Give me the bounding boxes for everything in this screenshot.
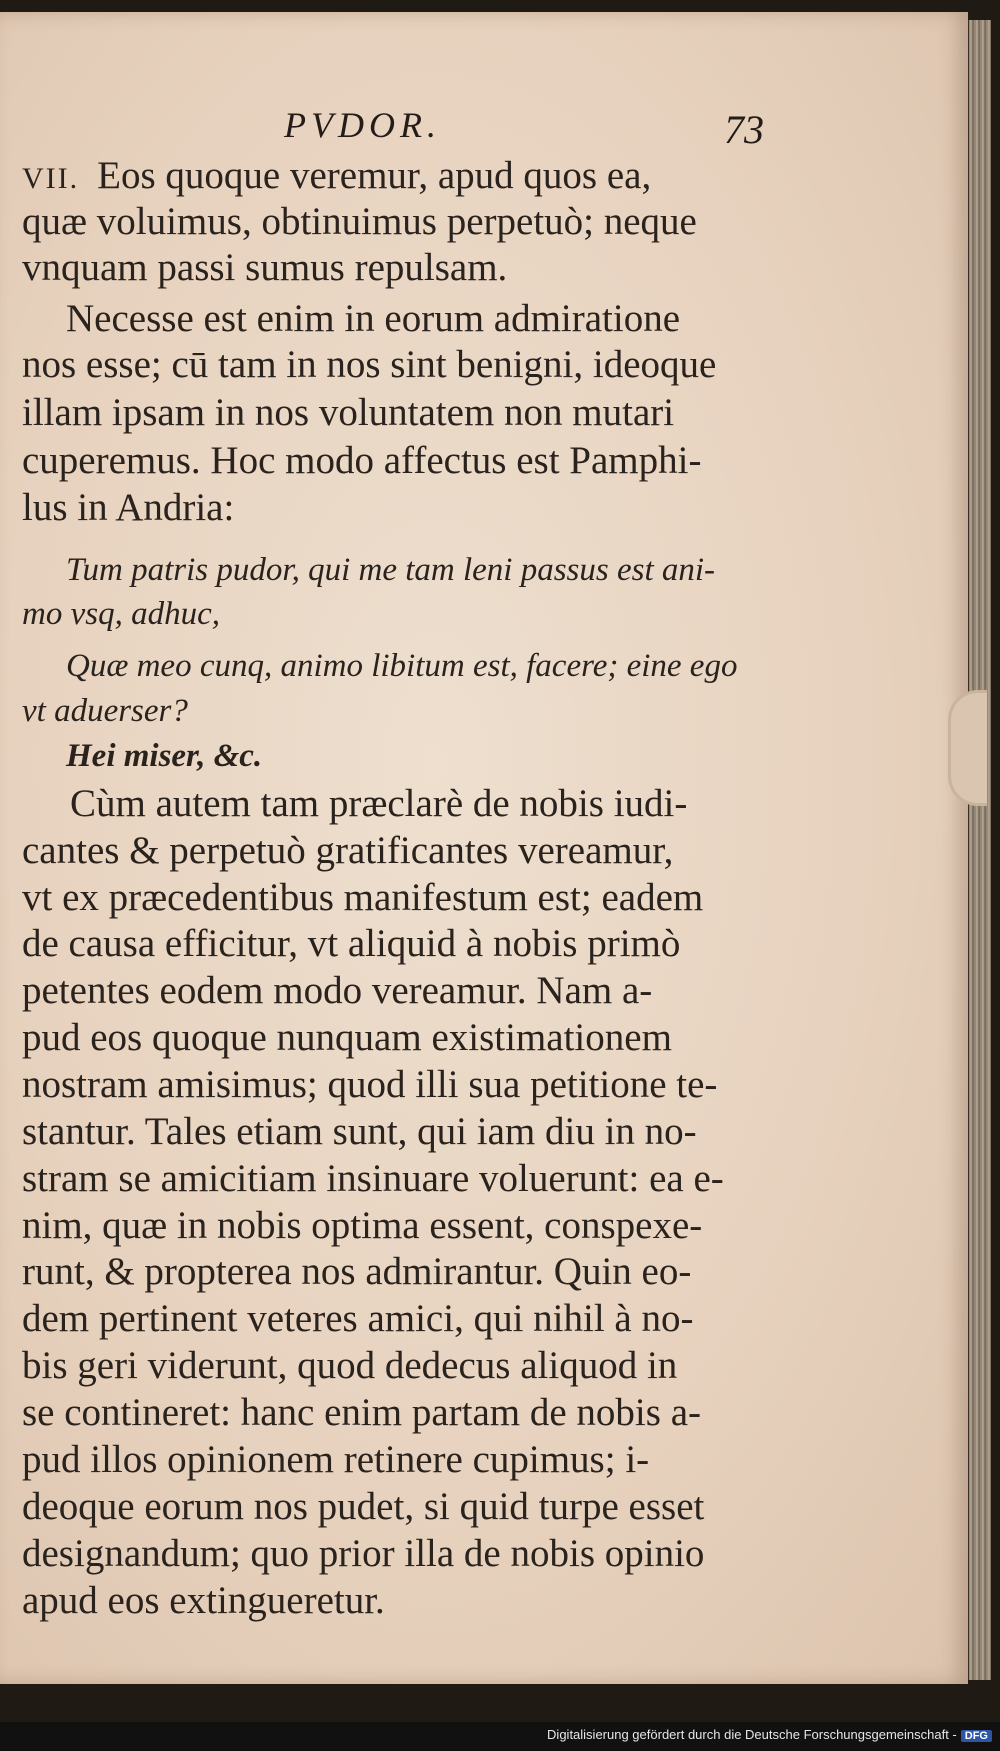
text-line: bis geri viderunt, quod dedecus aliquod in bbox=[22, 1344, 678, 1387]
text-line: Cùm autem tam præclarè de nobis iudi- bbox=[70, 782, 688, 825]
text-line: de causa efficitur, vt aliquid à nobis primò bbox=[22, 922, 681, 965]
text-line: VII. Eos quoque veremur, apud quos ea, bbox=[22, 154, 652, 197]
text-line: petentes eodem modo vereamur. Nam a- bbox=[22, 969, 653, 1012]
quote-line: Quæ meo cunq, animo libitum est, facere; eine ego bbox=[66, 648, 738, 684]
page-number: 73 bbox=[724, 107, 764, 152]
text-line: nos esse; cū tam in nos sint benigni, ideoque bbox=[22, 343, 717, 386]
section-marker: VII. bbox=[22, 162, 80, 195]
running-head: PVDOR. bbox=[284, 105, 441, 145]
text-line: cuperemus. Hoc modo affectus est Pamphi- bbox=[22, 439, 702, 482]
page-edge-stack bbox=[968, 20, 991, 1680]
quote-line: Hei miser, &c. bbox=[66, 738, 263, 774]
text-line: stram se amicitiam insinuare voluerunt: ea e- bbox=[22, 1157, 724, 1200]
credit-text: Digitalisierung gefördert durch die Deutsche Forschungsgemeinschaft - bbox=[547, 1727, 957, 1742]
dfg-logo-icon: DFG bbox=[961, 1730, 992, 1742]
text-line: runt, & propterea nos admirantur. Quin eo- bbox=[22, 1250, 692, 1293]
text-line: pud eos quoque nunquam existimationem bbox=[22, 1016, 672, 1059]
page-header bbox=[0, 104, 968, 154]
text-line: stantur. Tales etiam sunt, qui iam diu in no- bbox=[22, 1110, 697, 1153]
book-clip-icon bbox=[948, 690, 987, 806]
text-line: cantes & perpetuò gratificantes vereamur, bbox=[22, 829, 674, 872]
quote-line: vt aduerser? bbox=[22, 693, 188, 729]
funding-credit bbox=[547, 1727, 992, 1742]
footer-bar bbox=[0, 1722, 1000, 1751]
text-line: lus in Andria: bbox=[22, 486, 235, 529]
text-line: vnquam passi sumus repulsam. bbox=[22, 246, 508, 289]
book-page bbox=[0, 12, 968, 1684]
text-line: nim, quæ in nobis optima essent, conspexe- bbox=[22, 1204, 703, 1247]
text-line: quæ voluimus, obtinuimus perpetuò; neque bbox=[22, 200, 697, 243]
text-line: vt ex præcedentibus manifestum est; eadem bbox=[22, 876, 704, 919]
quote-line: Tum patris pudor, qui me tam leni passus est ani- bbox=[66, 552, 716, 588]
text-line: designandum; quo prior illa de nobis opinio bbox=[22, 1532, 705, 1575]
text-line: Necesse est enim in eorum admiratione bbox=[66, 297, 681, 340]
quote-line: mo vsq, adhuc, bbox=[22, 596, 220, 632]
text-line: illam ipsam in nos voluntatem non mutari bbox=[22, 391, 675, 434]
text-line: deoque eorum nos pudet, si quid turpe esset bbox=[22, 1485, 705, 1528]
text-line: se contineret: hanc enim partam de nobis a- bbox=[22, 1391, 701, 1434]
text-line: nostram amisimus; quod illi sua petitione te- bbox=[22, 1063, 718, 1106]
text-line: dem pertinent veteres amici, qui nihil à no- bbox=[22, 1297, 694, 1340]
text-line: apud eos extingueretur. bbox=[22, 1579, 385, 1622]
text-line: pud illos opinionem retinere cupimus; i- bbox=[22, 1438, 650, 1481]
